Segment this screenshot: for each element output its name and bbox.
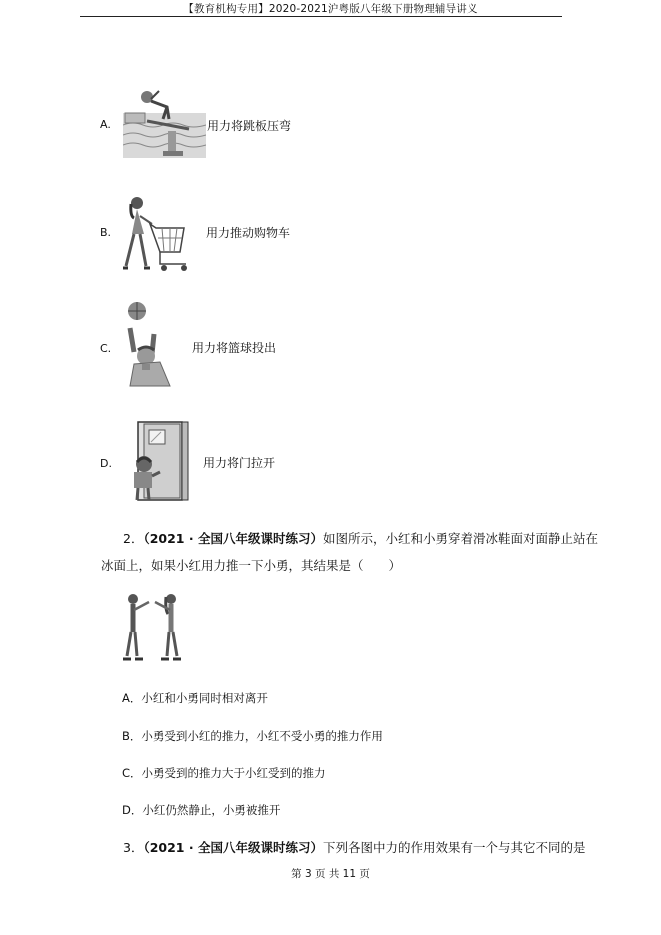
header-divider: [80, 16, 562, 17]
question-2-answer-a: A．小红和小勇同时相对离开: [122, 691, 268, 705]
question-2-text-1: 如图所示，小红和小勇穿着滑冰鞋面对面静止站在: [322, 531, 598, 546]
diving-board-image: [123, 85, 206, 158]
question-3-text: 下列各图中力的作用效果有一个与其它不同的是: [322, 840, 586, 855]
option-a-letter: A.: [100, 118, 111, 131]
option-d-letter: D.: [100, 457, 112, 470]
basketball-throw-image: [124, 300, 172, 388]
option-c-letter: C.: [100, 342, 112, 355]
question-3-line: [123, 838, 585, 856]
option-b-letter: B.: [100, 226, 112, 239]
question-2-number: 2．: [123, 531, 144, 546]
option-a-caption: 用力将跳板压弯: [207, 119, 292, 133]
question-2-text-2: 冰面上，如果小红用力推一下小勇，其结果是（ ）: [101, 558, 402, 573]
question-2-answer-b: B．小勇受到小红的推力，小红不受小勇的推力作用: [122, 729, 383, 743]
skaters-image: [121, 592, 183, 664]
page-number-footer: 第 3 页 共 11 页: [291, 868, 370, 880]
question-2-source: （2021 · 全国八年级课时练习）: [143, 531, 323, 546]
shopping-cart-image: [120, 194, 194, 274]
option-c-caption: 用力将篮球投出: [192, 341, 277, 355]
question-2-answer-c: C．小勇受到的推力大于小红受到的推力: [122, 766, 326, 780]
option-d-caption: 用力将门拉开: [203, 456, 276, 470]
page-header: 【教育机构专用】2020-2021沪粤版八年级下册物理辅导讲义: [183, 3, 478, 15]
question-3-number: 3．: [123, 840, 144, 855]
option-b-caption: 用力推动购物车: [206, 226, 291, 240]
question-2-answer-d: D．小红仍然静止，小勇被推开: [122, 803, 281, 817]
door-pull-image: [124, 420, 194, 502]
question-2-line-1: [123, 529, 598, 547]
question-3-source: （2021 · 全国八年级课时练习）: [143, 840, 323, 855]
